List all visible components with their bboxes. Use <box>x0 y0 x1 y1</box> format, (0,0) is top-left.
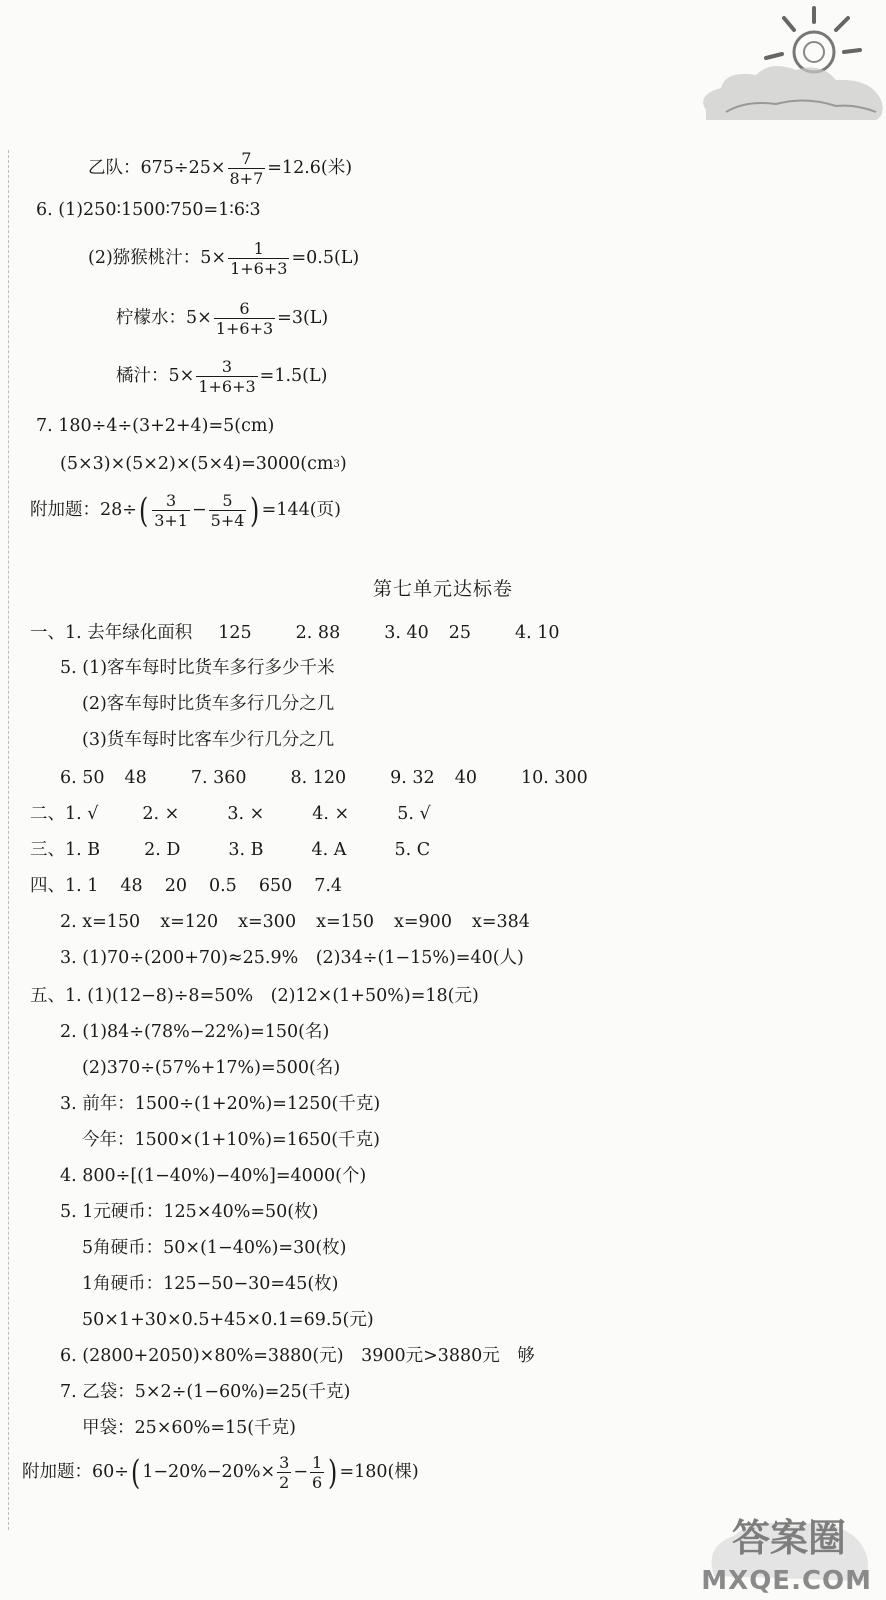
answer-item: 40 <box>454 768 477 788</box>
answer-item: 2. x=150 <box>60 912 141 932</box>
s5-line-8: 5角硬币：50×(1−40%)=30(枚) <box>82 1238 347 1258</box>
s5-line-11: 6. (2800+2050)×80%=3880(元) 3900元>3880元 够 <box>60 1346 535 1366</box>
s4-line-2 <box>60 914 530 932</box>
s5-line-10: 50×1+30×0.5+45×0.1=69.5(元) <box>82 1310 374 1330</box>
answer-item: 0.5 <box>208 876 237 896</box>
answer-item: 5. C <box>394 840 431 860</box>
watermark-site: MXQE.COM <box>701 1566 872 1596</box>
expr-part: =3(L) <box>277 307 329 328</box>
answer-item: x=120 <box>160 912 219 932</box>
expr-part: (5×3)×(5×2)×(5×4)=3000(cm <box>60 454 334 474</box>
answer-item: 6. 50 <box>60 768 105 788</box>
expr-part: 1−20%−20%× <box>142 1461 276 1482</box>
answer-item: 650 <box>258 876 293 896</box>
answer-item: 4. A <box>311 840 347 860</box>
answer-item: 48 <box>120 876 143 896</box>
answer-item: 三、1. B <box>30 840 101 860</box>
answer-item: 48 <box>124 768 147 788</box>
fraction <box>277 1454 291 1491</box>
denominator: 1+6+3 <box>215 318 274 338</box>
s3-line <box>30 842 430 860</box>
expr-part: =1.5(L) <box>259 365 328 386</box>
answer-line-6-2 <box>88 240 359 277</box>
answer-item: x=900 <box>394 912 452 932</box>
answer-line-orange <box>116 358 327 395</box>
numerator: 5 <box>222 491 233 510</box>
s5-line-4: 3. 前年：1500÷(1+20%)=1250(千克) <box>60 1094 381 1114</box>
answer-line-6-1: 6. (1)250∶1500∶750=1∶6∶3 <box>36 200 261 220</box>
right-paren: ) <box>328 1452 338 1493</box>
minus-sign: − <box>293 1461 308 1482</box>
fraction <box>196 358 257 395</box>
expr-part: 附加题：60÷ <box>22 1461 129 1482</box>
answer-item: 4. × <box>312 804 350 824</box>
answer-item: 7.4 <box>314 876 343 896</box>
expr-part: =0.5(L) <box>291 247 360 268</box>
answer-item: 10. 300 <box>520 768 588 788</box>
expr-part: =144(页) <box>261 499 341 520</box>
answer-item: 二、1. √ <box>30 804 99 824</box>
numerator: 3 <box>221 357 233 376</box>
answer-item: 2. × <box>142 804 180 824</box>
s5-line-5: 今年：1500×(1+10%)=1650(千克) <box>82 1130 380 1150</box>
s5-line-3: (2)370÷(57%+17%)=500(名) <box>82 1058 341 1078</box>
expr-part: 柠檬水：5× <box>116 307 212 328</box>
expr-part: 附加题：28÷ <box>30 499 137 520</box>
answer-line-yi-dui <box>88 150 352 187</box>
fraction <box>310 1454 324 1491</box>
numerator: 7 <box>241 149 252 168</box>
expr-part: ) <box>339 454 347 474</box>
s1-line-6 <box>60 770 588 788</box>
answer-item: x=300 <box>238 912 297 932</box>
answer-item: 3. 40 <box>384 623 429 643</box>
answer-line-bonus-1 <box>30 492 341 529</box>
bonus-line-2 <box>22 1454 419 1491</box>
expr-part: 橘汁：5× <box>116 365 195 386</box>
denominator: 3+1 <box>154 510 188 530</box>
answer-line-7: 7. 180÷4÷(3+2+4)=5(cm) <box>36 416 275 436</box>
s5-line-12: 7. 乙袋：5×2÷(1−60%)=25(千克) <box>60 1382 351 1402</box>
sun-cloud-illustration <box>686 0 886 125</box>
numerator: 6 <box>239 299 250 318</box>
s1-line-1 <box>30 625 560 643</box>
answer-item: 7. 360 <box>190 768 247 788</box>
left-paren: ( <box>130 1452 141 1493</box>
superscript: 3 <box>333 458 340 470</box>
expr-part: =12.6(米) <box>267 157 353 178</box>
answer-item: 3. B <box>228 840 264 860</box>
section-title: 第七单元达标卷 <box>372 578 513 600</box>
denominator: 1+6+3 <box>230 258 288 278</box>
s5-line-7: 5. 1元硬币：125×40%=50(枚) <box>60 1202 319 1222</box>
fraction <box>209 492 247 529</box>
minus-sign: − <box>191 499 207 520</box>
left-paren: ( <box>138 490 149 531</box>
answer-line-lemon <box>116 300 328 337</box>
s5-line-6: 4. 800÷[(1−40%)−40%]=4000(个) <box>60 1166 367 1186</box>
s4-line-1 <box>30 878 342 896</box>
answer-item: 四、1. 1 <box>30 876 99 896</box>
fraction <box>152 492 190 529</box>
s4-line-3: 3. (1)70÷(200+70)≈25.9% (2)34÷(1−15%)=40(人) <box>60 948 524 968</box>
answer-item: 5. √ <box>397 804 431 824</box>
expr-part: 乙队：675÷25× <box>88 157 226 178</box>
denominator: 6 <box>311 1472 323 1492</box>
right-paren: ) <box>250 490 260 531</box>
s5-line-9: 1角硬币：125−50−30=45(枚) <box>82 1274 339 1294</box>
answer-item: 20 <box>164 876 187 896</box>
denominator: 1+6+3 <box>198 376 256 396</box>
fraction <box>214 300 275 337</box>
expr-part: =180(棵) <box>339 1461 419 1482</box>
s5-line-1: 五、1. (1)(12−8)÷8=50% (2)12×(1+50%)=18(元) <box>30 986 479 1006</box>
expr-part: (2)猕猴桃汁：5× <box>88 247 227 268</box>
answer-item: x=384 <box>471 912 530 932</box>
watermark-logo: 答案圈 <box>731 1516 846 1560</box>
numerator: 3 <box>279 1453 290 1472</box>
s1-line-5-1: 5. (1)客车每时比货车多行多少千米 <box>60 658 335 678</box>
fraction <box>228 240 289 277</box>
answer-line-7-volume <box>60 456 347 474</box>
s1-line-5-2: (2)客车每时比货车多行几分之几 <box>82 694 335 714</box>
numerator: 1 <box>311 1453 323 1472</box>
numerator: 3 <box>165 491 177 510</box>
denominator: 8+7 <box>229 168 264 188</box>
s2-line <box>30 806 431 824</box>
answer-item: 125 <box>218 623 252 643</box>
answer-item: 25 <box>448 623 472 643</box>
answer-item: 4. 10 <box>515 623 560 643</box>
answer-item: 一、1. 去年绿化面积 <box>30 623 193 643</box>
answer-item: 2. 88 <box>295 623 341 643</box>
answer-item: 2. D <box>144 840 181 860</box>
answer-item: x=150 <box>316 912 375 932</box>
s5-line-13: 甲袋：25×60%=15(千克) <box>82 1418 296 1438</box>
fraction <box>228 150 266 187</box>
answer-item: 3. × <box>227 804 265 824</box>
denominator: 5+4 <box>210 510 245 530</box>
s1-line-5-3: (3)货车每时比客车少行几分之几 <box>82 730 335 750</box>
denominator: 2 <box>279 1472 290 1492</box>
answer-item: 8. 120 <box>290 768 347 788</box>
numerator: 1 <box>253 239 264 258</box>
answer-item: 9. 32 <box>390 768 435 788</box>
margin-rule <box>8 150 9 1530</box>
s5-line-2: 2. (1)84÷(78%−22%)=150(名) <box>60 1022 330 1042</box>
